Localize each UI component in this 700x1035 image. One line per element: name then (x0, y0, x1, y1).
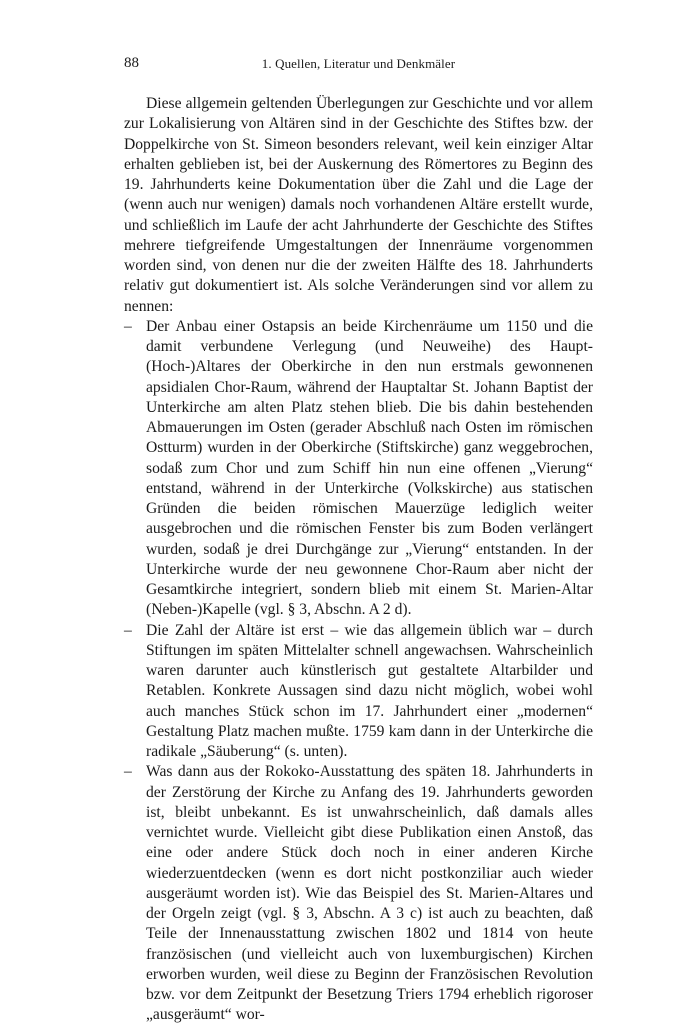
list-item-text: Was dann aus der Rokoko-Ausstattung des späten 18. Jahrhunderts in der Zerstörung der Kirche zu Anfang des 19. Jahrhunderts geworden ist, bleibt unbekannt. Es ist unwahrscheinlich, daß damals alles vernichtet wurde. Vielleicht gibt diese Publikation einen Anstoß, das eine oder andere Stück doch noch in einer anderen Kirche wiederzuentdecken (wenn es dort nicht postkonziliar auch wieder ausgeräumt worden ist). Wie das Beispiel des St. Marien-Altares und der Orgeln zeigt (vgl. § 3, Abschn. A 3 c) ist auch zu beachten, daß Teile der Innenausstattung zwischen 1802 und 1814 von heute französischen (und vielleicht auch von luxemburgischen) Kirchen erworben wurden, weil diese zu Beginn der Französischen Revolution bzw. vor dem Zeitpunkt der Besetzung Triers 1794 erheblich rigoroser „ausgeräumt“ wor- (146, 763, 593, 1024)
change-list (124, 317, 593, 1026)
page-number: 88 (124, 55, 139, 71)
list-item (124, 317, 593, 621)
list-item-text: Die Zahl der Altäre ist erst – wie das allgemein üblich war – durch Stiftungen im späten Mittelalter schnell angewachsen. Wahrscheinlich waren darunter auch künstlerisch gut gestaltete Altarbilder und Retablen. Konkrete Aussagen sind dazu nicht möglich, wobei wohl auch manches Stück schon im 17. Jahrhundert einer „modernen“ Gestaltung Platz machen mußte. 1759 kam dann in der Unterkirche die radikale „Säuberung“ (s. unten). (146, 621, 593, 760)
list-item-text: Der Anbau einer Ostapsis an beide Kirchenräume um 1150 und die damit verbundene Verlegung (und Neuweihe) des Haupt-(Hoch-)Altares der Oberkirche in den nun erstmals gewonnenen apsidialen Chor-Raum, während der Hauptaltar St. Johann Baptist der Unterkirche am alten Platz stehen blieb. Die bis dahin bestehenden Abmauerungen im Osten (gerader Abschluß nach Osten im römischen Ostturm) wurden in der Oberkirche (Stiftskirche) ganz weggebrochen, sodaß zum Chor und zum Schiff hin nun eine offenen „Vierung“ entstand, während in der Unterkirche (Volkskirche) aus statischen Gründen die beiden römischen Mauerzüge lediglich weiter ausgebrochen und die römischen Fenster bis zum Boden verlängert wurden, sodaß je drei Durchgänge zur „Vierung“ entstanden. In der Unterkirche wurde der neu gewonnene Chor-Raum aber nicht der Gesamtkirche integriert, sondern blieb mit einem St. Marien-Altar (Neben-)Kapelle (vgl. § 3, Abschn. A 2 d). (146, 317, 593, 619)
running-head: 1. Quellen, Literatur und Denkmäler (261, 56, 456, 71)
list-dash: – (124, 621, 132, 639)
list-item (124, 621, 593, 763)
list-dash: – (124, 763, 132, 781)
body-text (124, 94, 593, 1026)
page-header (124, 54, 593, 74)
list-dash: – (124, 317, 132, 335)
list-item (124, 762, 593, 1025)
intro-paragraph: Diese allgemein geltenden Überlegungen zur Geschichte und vor allem zur Lokalisierung von Altären sind in der Geschichte des Stiftes bzw. der Doppelkirche von St. Simeon besonders relevant, weil kein einziger Altar erhalten geblieben ist, bei der Auskernung des Römertores zu Beginn des 19. Jahrhunderts keine Dokumentation über die Zahl und die Lage der (wenn auch nur wenigen) damals noch vorhandenen Altäre erstellt wurde, und schließlich im Laufe der acht Jahrhunderte der Geschichte des Stiftes mehrere tiefgreifende Umgestaltungen der Innenräume vorgenommen worden sind, von denen nur die der zweiten Hälfte des 18. Jahrhunderts relativ gut dokumentiert ist. Als solche Veränderungen sind vor allem zu nennen: (124, 95, 593, 315)
